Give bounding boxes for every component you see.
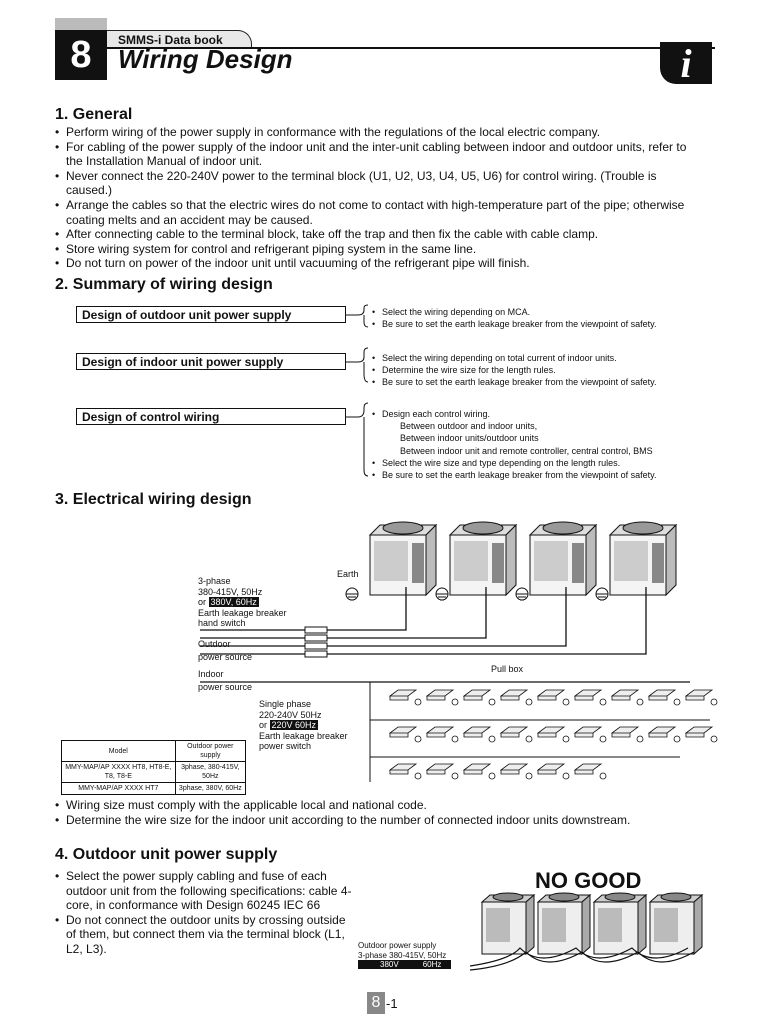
note: • Be sure to set the earth leakage breaker from the viewpoint of safety. [372,318,656,330]
page-number-suffix: -1 [386,996,398,1011]
sub-note: Between indoor units/outdoor units [400,433,539,444]
highlight: 60Hz [413,960,452,969]
earth-icon [674,736,680,742]
table-row [62,762,246,783]
section-outdoor-supply-heading: 4. Outdoor unit power supply [55,846,278,863]
indoor-unit [427,727,453,737]
info-icon: i [660,42,712,84]
list-item: • Do not turn on power of the indoor unit until vacuuming of the refrigerant pipe will finish. [55,256,695,271]
table-cell: MMY-MAP/AP XXXX HT8, HT8-E, T8, T8-E [62,762,176,783]
list-item: • Never connect the 220-240V power to the terminal block (U1, U2, U3, U4, U5, U6) for control wiring. (Trouble is caused.) [55,169,695,198]
earth-icon [637,699,643,705]
text: 380-415V, 50Hz [198,586,263,597]
indoor-unit [390,690,416,700]
single-phase-label [259,699,348,752]
text [259,720,348,731]
outdoor-unit [370,522,436,595]
indoor-power-label [198,669,252,692]
indoor-unit [538,764,564,774]
control-notes [372,408,656,481]
table-cell: 3phase, 380-415V, 50Hz [175,762,245,783]
list-item: • Arrange the cables so that the electric wires do not come to contact with high-temperature part of the pipe; otherwise coating melts and an accident may be caused. [55,198,695,227]
list-item: • For cabling of the power supply of the indoor unit and the inter-unit cabling between indoor and outdoor units, refer to the Installation Manual of indoor unit. [55,140,695,169]
text: power source [198,681,253,692]
book-title: SMMS-i Data book [118,33,223,47]
indoor-unit [427,690,453,700]
text: power switch [259,741,312,751]
note: • Select the wiring depending on MCA. [372,306,656,318]
note: • Select the wire size and type depending on the length rules. [372,457,656,469]
earth-icon [526,736,532,742]
earth-icon [415,773,421,779]
earth-icon [563,699,569,705]
outdoor-unit [450,522,516,595]
text: or [198,597,207,607]
text: 220-240V 50Hz [259,709,322,720]
indoor-unit [390,764,416,774]
table-cell: 3phase, 380V, 60Hz [175,783,245,795]
table-row [62,783,246,795]
earth-icon [637,736,643,742]
page-title: Wiring Design [118,44,293,74]
text: Indoor [198,669,224,679]
outdoor-power-box: Design of outdoor unit power supply [76,306,346,323]
earth-icon [452,736,458,742]
outdoor-unit [594,893,646,954]
indoor-notes [372,352,656,389]
indoor-unit [464,764,490,774]
highlight: 220V 60Hz [271,720,317,730]
text: or [259,720,268,730]
indoor-unit [464,690,490,700]
pull-box-label: Pull box [491,664,524,674]
indoor-unit [501,764,527,774]
breakers [305,627,327,657]
list-item: • Select the power supply cabling and fuse of each outdoor unit from the following specifications: cable 4-core, in conformance with Design 60245 IEC 66 [55,869,355,913]
indoor-unit [686,690,712,700]
chapter-number: 8 [55,30,107,80]
indoor-unit [612,690,638,700]
earth-icon [600,736,606,742]
brace-3 [346,403,368,476]
note: • Determine the wire size for the length rules. [372,364,656,376]
note: • Design each control wiring. [372,408,656,420]
section-summary-heading: 2. Summary of wiring design [55,276,273,293]
model-table [61,740,246,795]
earth-icon [346,588,358,600]
indoor-unit [575,727,601,737]
indoor-unit [612,727,638,737]
earth-icon [711,736,717,742]
note: • Select the wiring depending on total current of indoor units. [372,352,656,364]
no-good-label: NO GOOD [535,868,642,893]
earth-icon [600,699,606,705]
earth-icon [526,773,532,779]
control-wiring-box: Design of control wiring [76,408,346,425]
highlight: 380V, 60Hz [210,597,257,607]
brace-2 [346,348,368,382]
indoor-power-box: Design of indoor unit power supply [76,353,346,370]
list-item: • Perform wiring of the power supply in conformance with the regulations of the local electric company. [55,125,695,140]
list-item: • Wiring size must comply with the applicable local and national code. [55,798,715,813]
text: Outdoor [198,639,231,649]
earth-icon [563,773,569,779]
outdoor-unit [482,893,534,954]
text [358,960,451,970]
brace-1 [346,305,368,327]
earth-icon [452,773,458,779]
indoor-units [390,690,717,779]
outdoor-supply-list [55,869,355,957]
section-general-heading: 1. General [55,106,133,123]
outdoor-unit [538,893,590,954]
text: 3-phase [198,576,231,586]
earth-icon [516,588,528,600]
indoor-unit [538,690,564,700]
table-row [62,741,246,762]
earth-icon [600,773,606,779]
indoor-unit [390,727,416,737]
earth-icon [526,699,532,705]
text: hand switch [198,618,246,628]
indoor-unit [501,727,527,737]
indoor-unit [575,690,601,700]
earth-icon [489,699,495,705]
list-item: • After connecting cable to the terminal block, take off the trap and then fix the cable with cable clamp. [55,227,695,242]
table-cell: MMY-MAP/AP XXXX HT7 [62,783,176,795]
text: Single phase [259,699,312,709]
indoor-unit [538,727,564,737]
text: power source [198,651,253,662]
earth-icon [674,699,680,705]
section-electrical-heading: 3. Electrical wiring design [55,491,252,508]
text [198,597,287,608]
chapter-tab-shade [55,18,107,30]
list-item: • Store wiring system for control and refrigerant piping system in the same line. [55,242,695,257]
earth-icon [415,699,421,705]
earth-icon [489,773,495,779]
earth-icon [711,699,717,705]
earth-icon [415,736,421,742]
list-item: • Do not connect the outdoor units by crossing outside of them, but connect them via the terminal block (L1, L2, L3). [55,913,355,957]
table-header: Model [62,741,176,762]
note: • Be sure to set the earth leakage breaker from the viewpoint of safety. [372,469,656,481]
outdoor-power-label [198,639,252,662]
outdoor-unit [610,522,676,595]
earth-icon [436,588,448,600]
outdoor-unit [530,522,596,595]
indoor-unit [686,727,712,737]
earth-icon [596,588,608,600]
three-phase-label [198,576,287,629]
indoor-unit [649,727,675,737]
ps-label [358,941,451,970]
indoor-unit [649,690,675,700]
earth-label: Earth [337,569,359,579]
no-good-diagram [470,888,720,978]
indoor-unit [464,727,490,737]
indoor-unit [575,764,601,774]
text: 3-phase 380-415V, 50Hz [358,950,447,960]
outdoor-notes [372,306,656,330]
earth-icon [563,736,569,742]
indoor-unit [501,690,527,700]
note: • Be sure to set the earth leakage breaker from the viewpoint of safety. [372,376,656,388]
text: Outdoor power supply [358,941,437,950]
sub-note: Between outdoor and indoor units, [400,421,538,432]
earth-icon [452,699,458,705]
earth-icon [489,736,495,742]
indoor-unit [427,764,453,774]
sub-note: Between indoor unit and remote controller, central control, BMS [400,445,653,456]
general-list [55,125,695,271]
electrical-notes [55,798,715,827]
text: Earth leakage breaker [198,607,287,618]
page-number: 8 [367,992,385,1014]
highlight: 380V [358,960,413,969]
outdoor-unit [650,893,702,954]
list-item: • Determine the wire size for the indoor unit according to the number of connected indoor units downstream. [55,813,715,828]
text: Earth leakage breaker [259,730,348,741]
table-header: Outdoor power supply [175,741,245,762]
